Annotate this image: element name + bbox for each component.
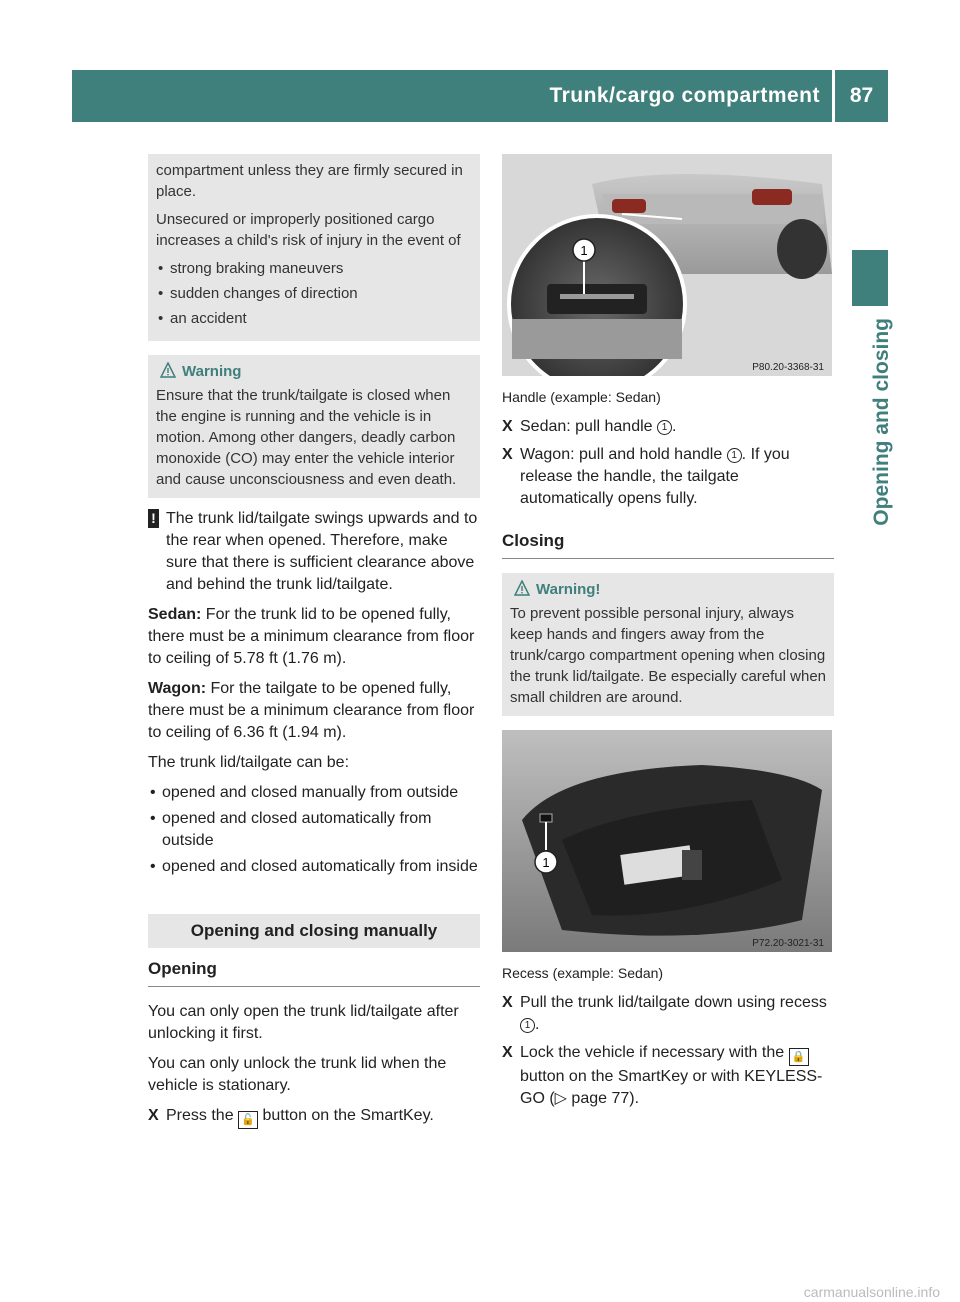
instruction-step [502,1042,834,1110]
list-item: • opened and closed automatically from inside [148,856,480,878]
callout-number: 1 [542,855,550,870]
instruction-step: X Sedan: pull handle 1 . [502,416,834,438]
warning-triangle-icon [514,580,530,596]
warning-text: To prevent possible personal injury, always keep hands and fingers away from the trunk/cargo compartment opening when closing the trunk lid/tailgate. Be especially careful when small children are around. [510,605,827,706]
sedan-label: Sedan: [148,606,202,623]
handle-photo [502,154,832,376]
left-column [148,154,480,1135]
box-paragraph: compartment unless they are firmly secured in place. [156,162,463,200]
list-item: • opened and closed manually from outside [148,782,480,804]
warning-text: Ensure that the trunk/tailgate is closed when the engine is running and the vehicle is in motion. Among other dangers, deadly carbon monoxide (CO) may enter the vehicle interior and cause unconsciousness and even death. [156,387,457,488]
photo-caption: Handle (example: Sedan) [502,389,661,405]
page-ref-arrow-icon: ▷ [554,1090,567,1107]
photo-caption: Recess (example: Sedan) [502,965,664,981]
step-marker-icon: X [502,446,513,463]
callout-icon: 1 [727,448,742,463]
warning-title: Warning! [536,581,601,598]
child-safety-box [148,154,480,341]
step-text: . If you release the handle, the tailgate automatically opens fully. [520,446,790,507]
warning-heading [156,361,472,382]
section-title: Opening and closing manually [148,914,480,948]
step-text: button on the SmartKey. [258,1107,434,1124]
footer-watermark: carmanualsonline.info [803,1284,940,1300]
page-number: 87 [849,84,874,107]
warning-title: Warning [182,363,242,380]
step-text: Pull the trunk lid/tailgate down using recess [520,994,827,1011]
trunk-interior-illustration [502,730,832,952]
wagon-paragraph [148,678,480,744]
car-rear-illustration [502,154,832,376]
note-text: The trunk lid/tailgate swings upwards and to the rear when opened. Therefore, make sure that there is sufficient clearance above and behind the trunk lid/tailgate. [166,510,478,593]
unlock-key-icon: 🔓 [238,1111,258,1129]
sedan-text: For the trunk lid to be opened fully, there must be a minimum clearance from floor to ceiling of 5.78 ft (1.76 m). [148,606,475,667]
warning-box [502,573,834,716]
list-item: • strong braking maneuvers [156,258,472,279]
list-item: • sudden changes of direction [156,283,472,304]
warning-triangle-icon [160,362,176,378]
wagon-label: Wagon: [148,680,207,697]
opening-paragraph: You can only open the trunk lid/tailgate after unlocking it first. [148,1003,459,1042]
step-marker-icon: X [502,418,513,435]
closing-heading: Closing [502,530,834,559]
callout-icon: 1 [657,420,672,435]
step-text: Lock the vehicle if necessary with the [520,1044,789,1061]
opening-heading: Opening [148,958,480,987]
recess-photo [502,730,832,952]
warning-heading [510,579,826,600]
instruction-step [502,444,834,510]
step-marker-icon: X [148,1107,159,1124]
step-marker-icon: X [502,994,513,1011]
warning-box [148,355,480,498]
can-be-paragraph: The trunk lid/tailgate can be: [148,754,350,771]
chapter-tab [852,250,888,306]
step-text: Wagon: pull and hold handle [520,446,727,463]
lock-key-icon: 🔒 [789,1048,809,1066]
step-text: Sedan: pull handle [520,418,657,435]
wagon-text: For the tailgate to be opened fully, there must be a minimum clearance from floor to ceiling of 6.36 ft (1.94 m). [148,680,475,741]
box-paragraph: Unsecured or improperly positioned cargo increases a child's risk of injury in the event of [156,211,461,249]
instruction-step: X Pull the trunk lid/tailgate down using recess 1 . [502,994,827,1033]
sedan-paragraph [148,604,480,670]
photo-code: P80.20-3368-31 [752,362,824,373]
instruction-step [148,1105,480,1129]
right-column [502,154,834,1116]
callout-icon: 1 [520,1018,535,1033]
step-marker-icon: X [502,1044,513,1061]
step-text: Press the [166,1107,239,1124]
exclamation-icon: ! [148,509,159,528]
list-item: • an accident [156,308,472,329]
list-item: • opened and closed automatically from outside [148,808,480,852]
page-title: Trunk/cargo compartment [549,84,820,107]
callout-number: 1 [580,243,588,258]
step-text: page 77). [566,1090,640,1107]
step-text: button on the SmartKey or with KEYLESS-GO ( [520,1068,823,1107]
chapter-label: Opening and closing [870,318,893,526]
photo-code: P72.20-3021-31 [752,938,824,949]
note-paragraph [148,508,480,596]
opening-paragraph: You can only unlock the trunk lid when the vehicle is stationary. [148,1055,447,1094]
